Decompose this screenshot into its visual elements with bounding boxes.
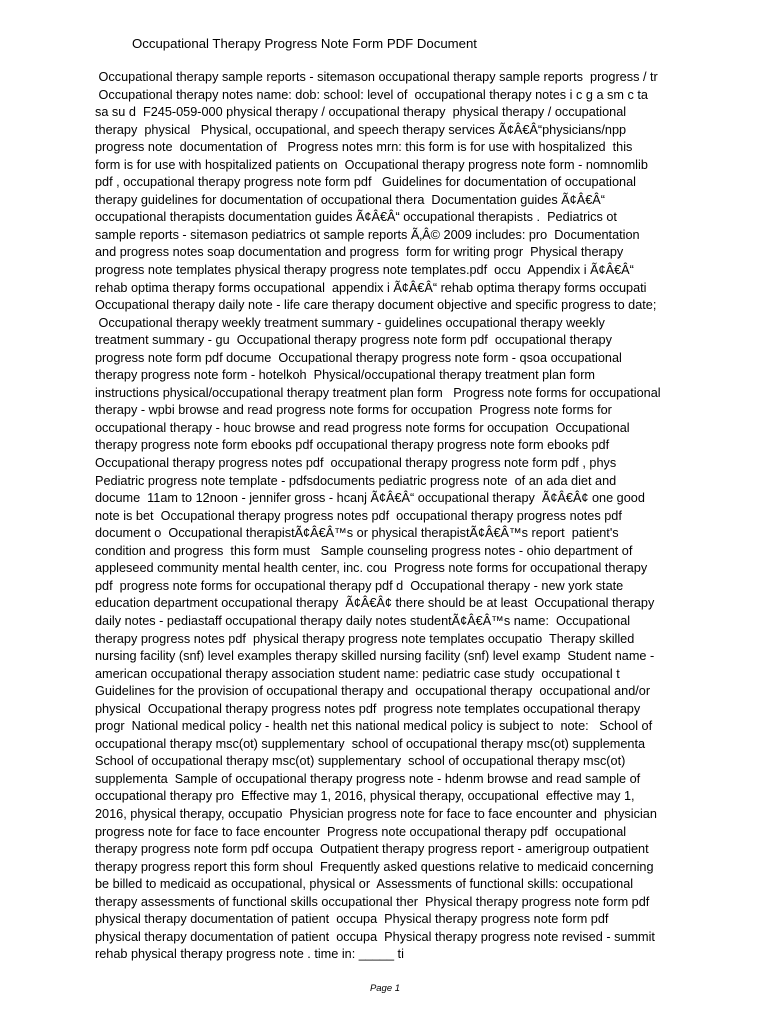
body-text-line: 2016, physical therapy, occupatio Physician progress note for face to face encounter and physician — [95, 806, 657, 821]
body-text-line: pdf progress note forms for occupational therapy pdf d Occupational therapy - new york state — [95, 578, 624, 593]
body-text-line: american occupational therapy association student name: pediatric case study occupational t — [95, 666, 620, 681]
body-text-line: physical therapy documentation of patient occupa Physical therapy progress note form pdf — [95, 912, 609, 927]
body-text-line: rehab physical therapy progress note . time in: _____ ti — [95, 947, 404, 962]
body-text-line: supplementa Sample of occupational therapy progress note - hdenm browse and read sample of — [95, 771, 641, 786]
body-text-line: and progress notes soap documentation and progress form for writing progr Physical therapy — [95, 245, 624, 260]
document-body — [95, 69, 745, 964]
body-text-line: progress note form pdf docume Occupational therapy progress note form - qsoa occupational — [95, 350, 622, 365]
body-text-line: physical Occupational therapy progress notes pdf progress note templates occupational therapy — [95, 701, 641, 716]
body-text-line: docume 11am to 12noon - jennifer gross - hcanj Ã¢Â€Â“ occupational therapy Ã¢Â€Â¢ one good — [95, 491, 645, 506]
body-text-line: Pediatric progress note template - pdfsdocuments pediatric progress note of an ada diet and — [95, 473, 617, 488]
body-text-line: sample reports - sitemason pediatrics ot sample reports Ã‚Â© 2009 includes: pro Documentation — [95, 227, 640, 242]
body-text-line: progress note documentation of Progress notes mrn: this form is for use with hospitalized this — [95, 140, 633, 155]
body-text-line: progress note templates physical therapy progress note templates.pdf occu Appendix i Ã¢Â€Â“ — [95, 263, 634, 278]
body-text-line: therapy progress note form - hotelkoh Physical/occupational therapy treatment plan form — [95, 368, 596, 383]
body-text-line: progr National medical policy - health net this national medical policy is subject to note: School of — [95, 719, 653, 734]
body-text-line: therapy physical Physical, occupational, and speech therapy services Ã¢Â€Â“physicians/npp — [95, 122, 627, 137]
body-text-line: Occupational therapy progress notes pdf occupational therapy progress note form pdf , phys — [95, 456, 617, 471]
body-text-line: Guidelines for the provision of occupational therapy and occupational therapy occupational and/or — [95, 684, 651, 699]
body-text-line: rehab optima therapy forms occupational appendix i Ã¢Â€Â“ rehab optima therapy forms occupati — [95, 280, 647, 295]
body-text-line: occupational therapy - houc browse and read progress note forms for occupation Occupational — [95, 420, 630, 435]
body-text-line: Occupational therapy weekly treatment summary - guidelines occupational therapy weekly — [95, 315, 605, 330]
body-text-line: document o Occupational therapistÃ¢Â€Â™s or physical therapistÃ¢Â€Â™s report patient's — [95, 526, 619, 541]
body-text-line: instructions physical/occupational therapy treatment plan form Progress note forms for occupational — [95, 385, 661, 400]
body-text-line: therapy guidelines for documentation of occupational thera Documentation guides Ã¢Â€Â“ — [95, 192, 605, 207]
body-text-line: Occupational therapy notes name: dob: school: level of occupational therapy notes i c g a sm c ta — [95, 87, 648, 102]
body-text-line: form is for use with hospitalized patients on Occupational therapy progress note form - nomnomlib — [95, 157, 648, 172]
page-number: Page 1 — [369, 983, 401, 994]
body-text-line: nursing facility (snf) level examples therapy skilled nursing facility (snf) level examp Student name - — [95, 649, 655, 664]
body-text-line: appleseed community mental health center, inc. cou Progress note forms for occupational therapy — [95, 561, 648, 576]
body-text-line: therapy progress notes pdf physical therapy progress note templates occupatio Therapy skilled — [95, 631, 635, 646]
body-text-line: be billed to medicaid as occupational, physical or Assessments of functional skills: occupational — [95, 877, 634, 892]
document-title: Occupational Therapy Progress Note Form PDF Document — [132, 36, 477, 51]
body-text-line: School of occupational therapy msc(ot) supplementary school of occupational therapy msc(ot) — [95, 754, 626, 769]
body-text-line: therapy progress note form ebooks pdf occupational therapy progress note form ebooks pdf — [95, 438, 610, 453]
body-text-line: Occupational therapy daily note - life care therapy document objective and specific progress to date; — [95, 298, 657, 313]
body-text-line: therapy assessments of functional skills occupational ther Physical therapy progress note form pdf — [95, 894, 650, 909]
body-text-line: note is bet Occupational therapy progress notes pdf occupational therapy progress notes pdf — [95, 508, 622, 523]
body-text-line: therapy - wpbi browse and read progress note forms for occupation Progress note forms for — [95, 403, 612, 418]
body-text-line: occupational therapists documentation guides Ã¢Â€Â“ occupational therapists . Pediatrics ot — [95, 210, 617, 225]
body-text-line: treatment summary - gu Occupational therapy progress note form pdf occupational therapy — [95, 333, 612, 348]
body-text-line: pdf , occupational therapy progress note form pdf Guidelines for documentation of occupational — [95, 175, 636, 190]
body-text-line: condition and progress this form must Sample counseling progress notes - ohio department of — [95, 543, 633, 558]
body-text-line: therapy progress report this form shoul Frequently asked questions relative to medicaid concerning — [95, 859, 654, 874]
body-text-line: sa su d F245-059-000 physical therapy / occupational therapy physical therapy / occupational — [95, 105, 627, 120]
body-text-line: occupational therapy msc(ot) supplementary school of occupational therapy msc(ot) supplementa — [95, 736, 646, 751]
body-text-line: physical therapy documentation of patient occupa Physical therapy progress note revised - summit — [95, 929, 655, 944]
body-text-line: education department occupational therapy Ã¢Â€Â¢ there should be at least Occupational therapy — [95, 596, 655, 611]
body-text-line: occupational therapy pro Effective may 1, 2016, physical therapy, occupational effective may 1, — [95, 789, 635, 804]
body-text-line: daily notes - pediastaff occupational therapy daily notes studentÃ¢Â€Â™s name: Occupational — [95, 613, 631, 628]
body-text-line: therapy progress note form pdf occupa Outpatient therapy progress report - amerigroup outpatient — [95, 842, 649, 857]
body-text-line: progress note for face to face encounter Progress note occupational therapy pdf occupational — [95, 824, 627, 839]
body-text-line: Occupational therapy sample reports - sitemason occupational therapy sample reports progress / tr — [95, 70, 658, 84]
